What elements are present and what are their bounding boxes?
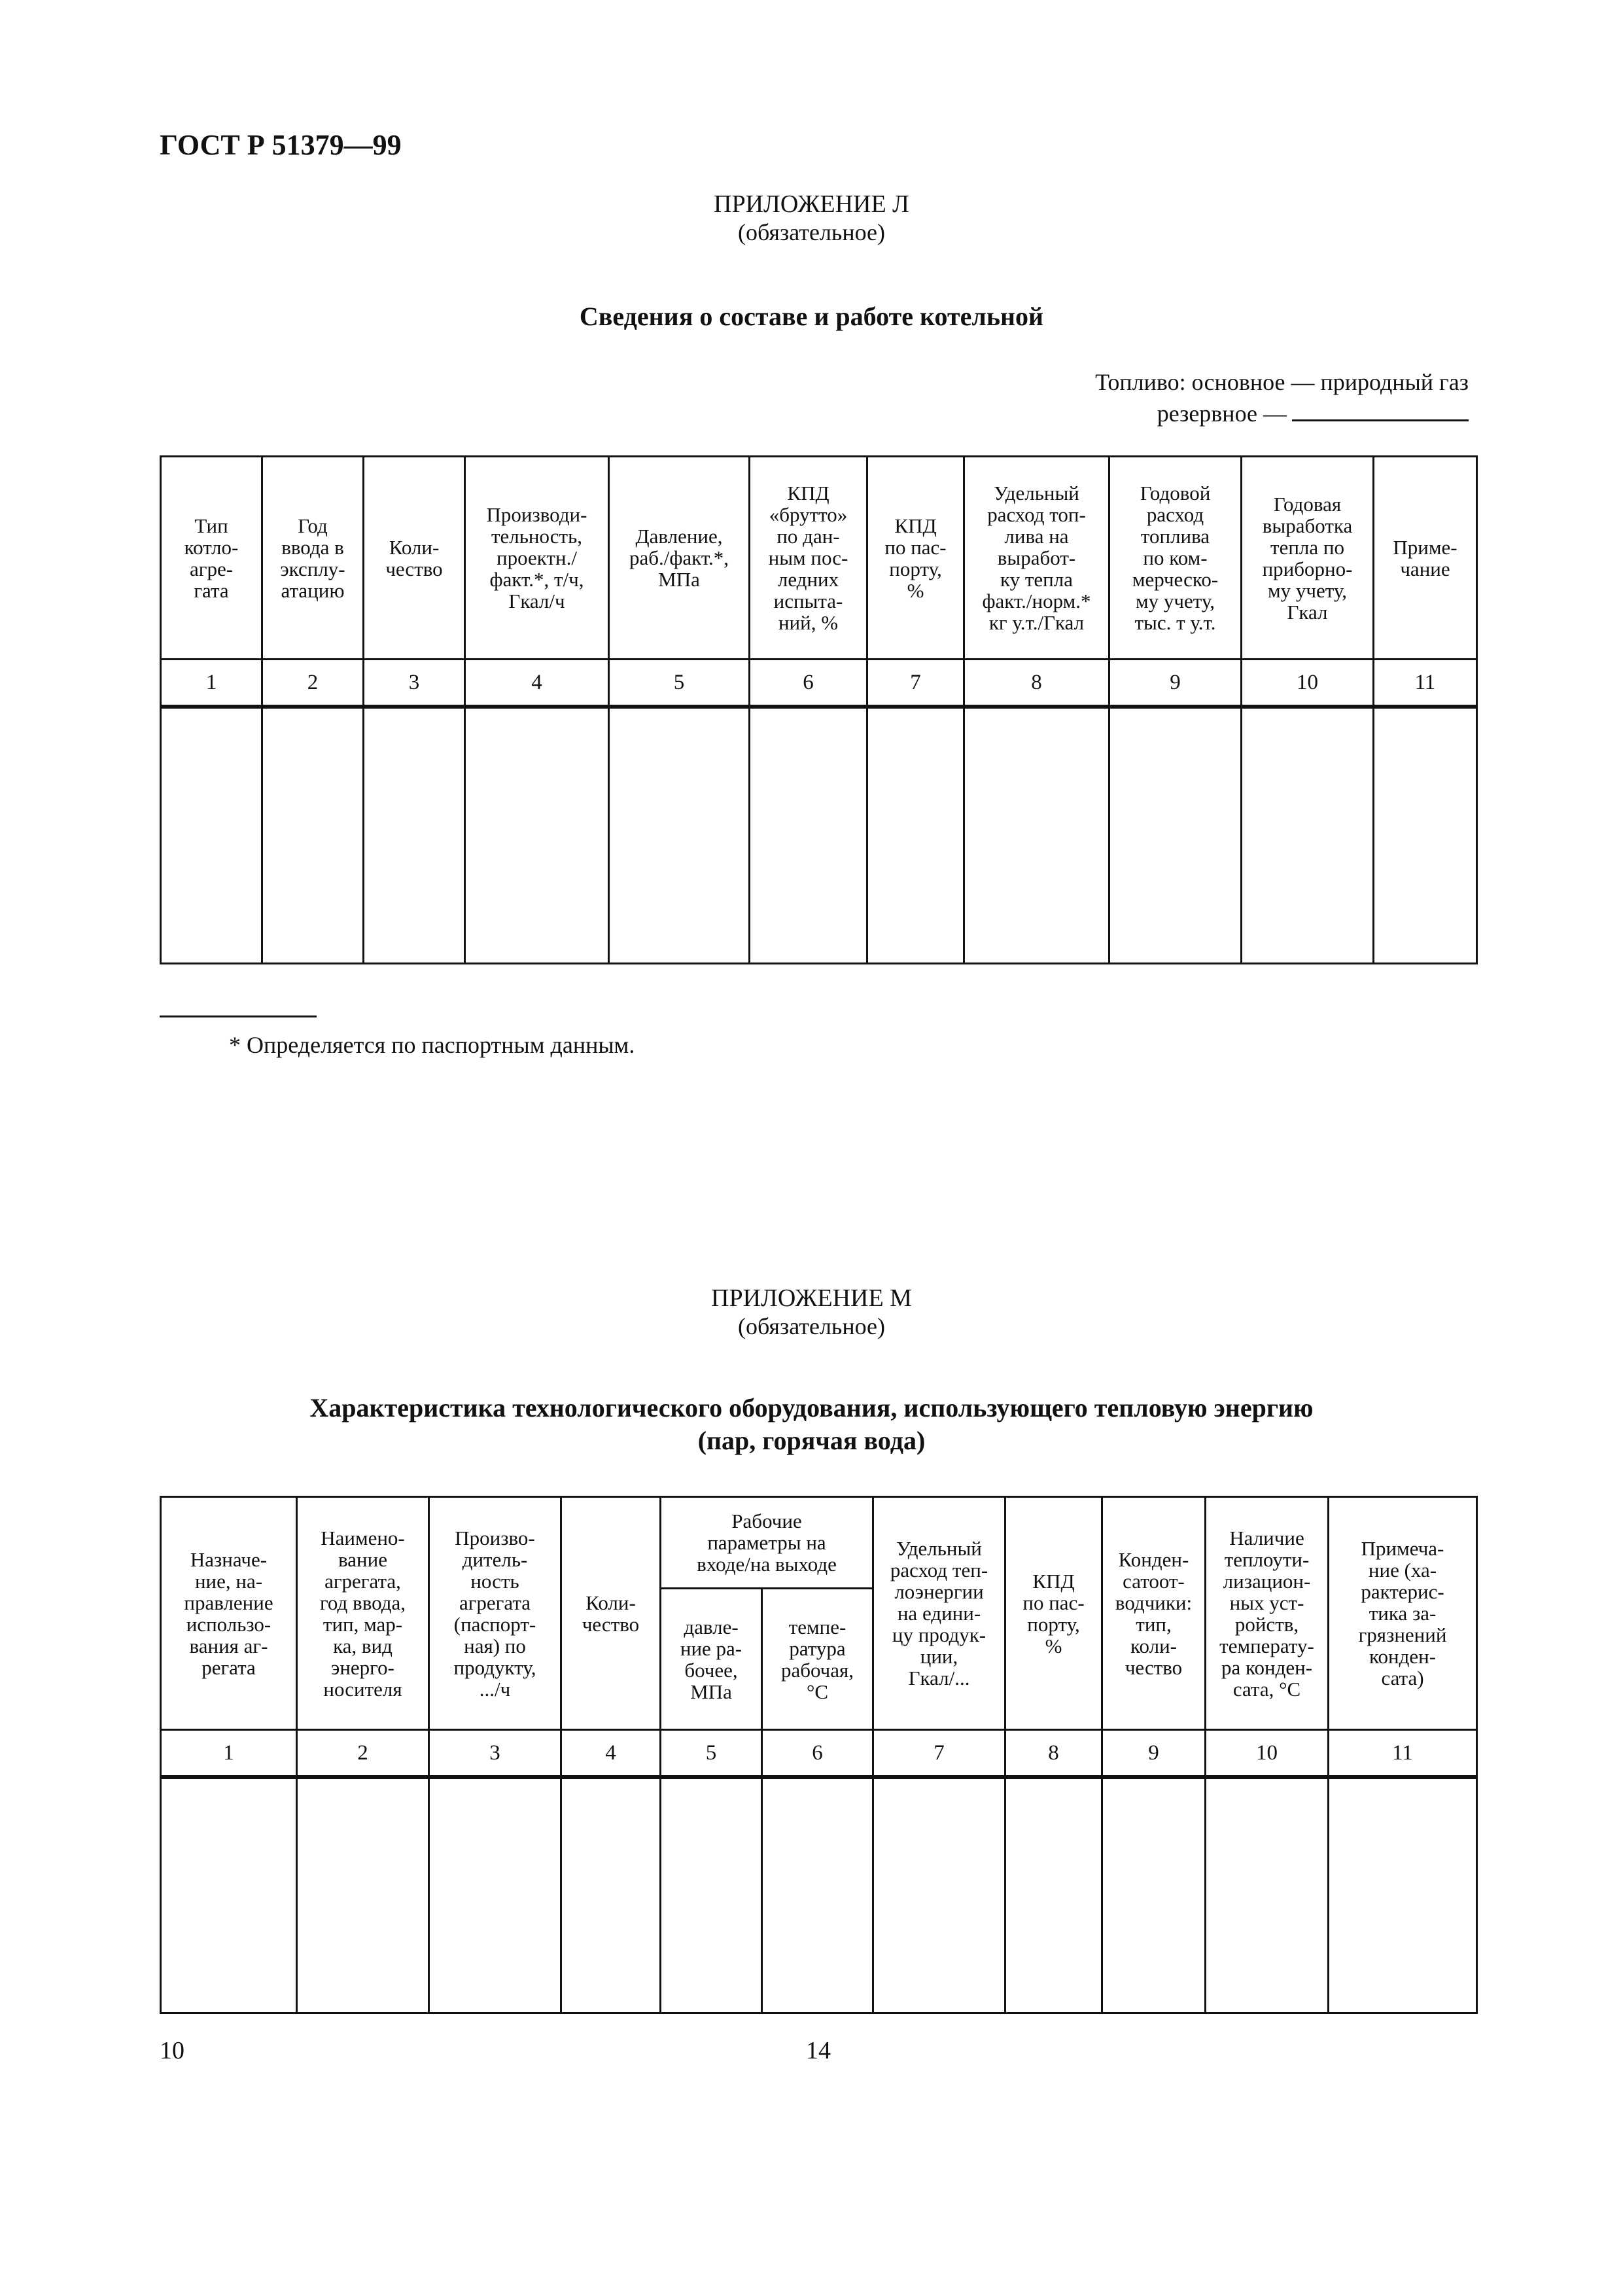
equipment-col-3: Произво- дитель- ность агрегата (паспорт- ная) по продукту, .../ч — [429, 1497, 561, 1730]
equipment-num-3: 3 — [429, 1730, 561, 1778]
boiler-num-11: 11 — [1374, 660, 1477, 707]
boiler-col-1: Тип котло- агре- гата — [161, 457, 262, 660]
fuel-reserve-blank — [1292, 402, 1469, 421]
equipment-col-4: Коли- чество — [561, 1497, 661, 1730]
equipment-num-4: 4 — [561, 1730, 661, 1778]
boiler-col-11: Приме- чание — [1374, 457, 1477, 660]
fuel-reserve-line — [1095, 398, 1469, 429]
equipment-col-1: Назначе- ние, на- правление использо- вания аг- регата — [161, 1497, 297, 1730]
boiler-num-7: 7 — [867, 660, 964, 707]
equipment-col-11: Примеча- ние (ха- рактерис- тика за- грязнений конден- сата) — [1329, 1497, 1477, 1730]
appendix-l-heading: Сведения о составе и работе котельной — [579, 302, 1044, 331]
equipment-cell[interactable] — [661, 1777, 762, 2013]
appendix-m-heading-line1: Характеристика технологического оборудования, использующего тепловую энергию — [309, 1393, 1314, 1422]
equipment-table-empty-row — [161, 1777, 1477, 2013]
boiler-num-9: 9 — [1109, 660, 1242, 707]
equipment-table — [160, 1496, 1478, 2014]
fuel-main: Топливо: основное — природный газ — [1095, 369, 1469, 395]
fuel-info — [1095, 366, 1469, 429]
equipment-cell[interactable] — [1329, 1777, 1477, 2013]
boiler-cell[interactable] — [867, 707, 964, 963]
boiler-col-4: Производи- тельность, проектн./ факт.*, т/ч, Гкал/ч — [465, 457, 609, 660]
boiler-cell[interactable] — [1374, 707, 1477, 963]
equipment-col-5: давле- ние ра- бочее, МПа — [661, 1589, 762, 1730]
boiler-cell[interactable] — [1242, 707, 1374, 963]
boiler-cell[interactable] — [609, 707, 750, 963]
equipment-num-9: 9 — [1102, 1730, 1206, 1778]
boiler-table — [160, 455, 1478, 964]
document-code: ГОСТ Р 51379—99 — [160, 129, 402, 161]
equipment-cell[interactable] — [1102, 1777, 1206, 2013]
boiler-cell[interactable] — [262, 707, 364, 963]
equipment-num-5: 5 — [661, 1730, 762, 1778]
appendix-l-status: (обязательное) — [738, 219, 885, 245]
boiler-col-5: Давление, раб./факт.*, МПа — [609, 457, 750, 660]
equipment-cell[interactable] — [561, 1777, 661, 2013]
boiler-num-8: 8 — [964, 660, 1109, 707]
footnote-separator — [160, 1016, 317, 1017]
boiler-col-2: Год ввода в эксплу- атацию — [262, 457, 364, 660]
appendix-m-title: ПРИЛОЖЕНИЕ М — [711, 1284, 912, 1312]
fuel-reserve: резервное — — [1157, 400, 1287, 427]
boiler-cell[interactable] — [364, 707, 465, 963]
equipment-cell[interactable] — [873, 1777, 1005, 2013]
appendix-m-status: (обязательное) — [738, 1313, 885, 1339]
boiler-col-10: Годовая выработка тепла по приборно- му учету, Гкал — [1242, 457, 1374, 660]
equipment-table-header — [161, 1497, 1477, 1589]
boiler-table-empty-row — [161, 707, 1477, 963]
equipment-num-8: 8 — [1005, 1730, 1102, 1778]
page-number-left: 10 — [160, 2037, 184, 2064]
equipment-cell[interactable] — [161, 1777, 297, 2013]
boiler-col-3: Коли- чество — [364, 457, 465, 660]
equipment-table-numbers — [161, 1730, 1477, 1778]
boiler-num-4: 4 — [465, 660, 609, 707]
boiler-cell[interactable] — [161, 707, 262, 963]
boiler-table-numbers — [161, 660, 1477, 707]
equipment-num-7: 7 — [873, 1730, 1005, 1778]
boiler-cell[interactable] — [964, 707, 1109, 963]
equipment-cell[interactable] — [429, 1777, 561, 2013]
boiler-num-2: 2 — [262, 660, 364, 707]
boiler-col-9: Годовой расход топлива по ком- мерческо- му учету, тыс. т у.т. — [1109, 457, 1242, 660]
boiler-cell[interactable] — [750, 707, 867, 963]
boiler-num-10: 10 — [1242, 660, 1374, 707]
equipment-col-9: Конден- сатоот- водчики: тип, коли- чество — [1102, 1497, 1206, 1730]
boiler-cell[interactable] — [465, 707, 609, 963]
equipment-num-6: 6 — [762, 1730, 873, 1778]
boiler-col-7: КПД по пас- порту, % — [867, 457, 964, 660]
equipment-num-11: 11 — [1329, 1730, 1477, 1778]
boiler-col-8: Удельный расход топ- лива на выработ- ку тепла факт./норм.* кг у.т./Гкал — [964, 457, 1109, 660]
equipment-col-6: темпе- ратура рабочая, °С — [762, 1589, 873, 1730]
equipment-cell[interactable] — [297, 1777, 429, 2013]
boiler-num-5: 5 — [609, 660, 750, 707]
appendix-m-heading-line2: (пар, горячая вода) — [697, 1426, 926, 1455]
equipment-col-10: Наличие теплоути- лизацион- ных уст- ройств, температу- ра конден- сата, °С — [1206, 1497, 1329, 1730]
equipment-num-1: 1 — [161, 1730, 297, 1778]
equipment-cell[interactable] — [762, 1777, 873, 2013]
boiler-num-1: 1 — [161, 660, 262, 707]
boiler-num-3: 3 — [364, 660, 465, 707]
equipment-col-2: Наимено- вание агрегата, год ввода, тип, мар- ка, вид энерго- носителя — [297, 1497, 429, 1730]
equipment-num-2: 2 — [297, 1730, 429, 1778]
equipment-num-10: 10 — [1206, 1730, 1329, 1778]
equipment-col-5-6-group: Рабочие параметры на входе/на выходе — [661, 1497, 873, 1589]
equipment-cell[interactable] — [1005, 1777, 1102, 2013]
boiler-cell[interactable] — [1109, 707, 1242, 963]
footnote: * Определяется по паспортным данным. — [229, 1032, 635, 1058]
boiler-num-6: 6 — [750, 660, 867, 707]
boiler-table-header — [161, 457, 1477, 660]
boiler-col-6: КПД «брутто» по дан- ным пос- ледних испыта- ний, % — [750, 457, 867, 660]
page-number-center: 14 — [806, 2037, 831, 2064]
equipment-col-8: КПД по пас- порту, % — [1005, 1497, 1102, 1730]
equipment-col-7: Удельный расход теп- лоэнергии на едини- цу продук- ции, Гкал/... — [873, 1497, 1005, 1730]
equipment-cell[interactable] — [1206, 1777, 1329, 2013]
appendix-l-title: ПРИЛОЖЕНИЕ Л — [714, 190, 909, 218]
